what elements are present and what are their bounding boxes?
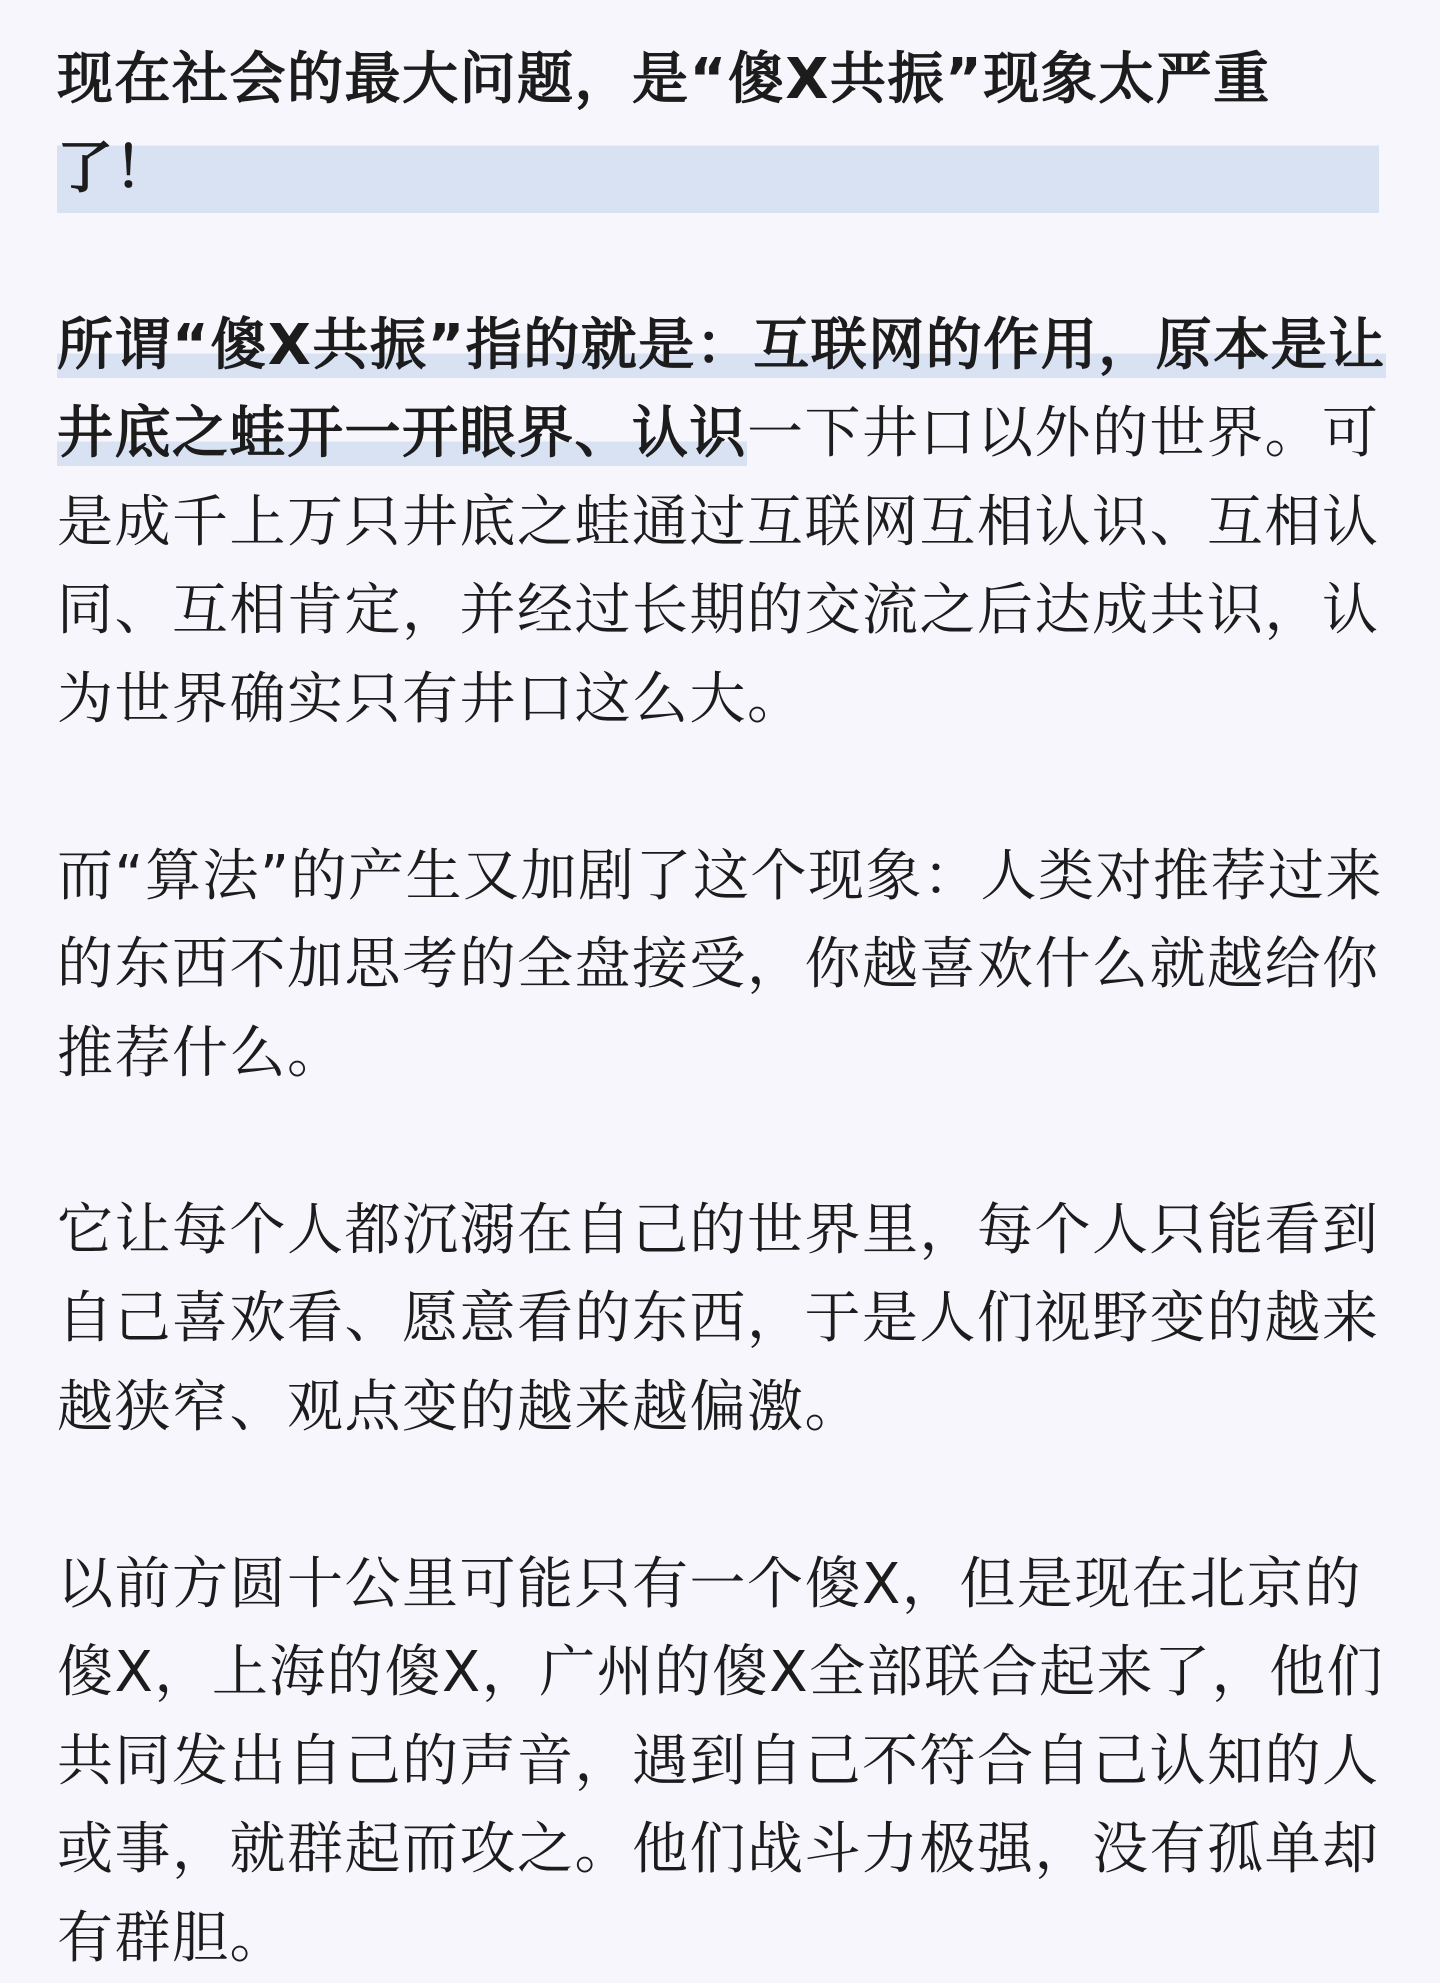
definition-rest: 一下井口以外的世界。可是成千上万只井底之蛙通过互联网互相认识、互相认同、互相肯定，并经过长期的交流之后达成共识，认为世界确实只有井口这么大。 <box>57 401 1380 732</box>
paragraph-immersion: 它让每个人都沉溺在自己的世界里，每个人只能看到自己喜欢看、愿意看的东西，于是人们视野变的越来越狭窄、观点变的越来越偏激。 <box>57 1187 1387 1453</box>
paragraph-algorithm: 而“算法”的产生又加剧了这个现象：人类对推荐过来的东西不加思考的全盘接受，你越喜欢什么就越给你推荐什么。 <box>57 833 1387 1099</box>
paragraph-resonance: 以前方圆十公里可能只有一个傻X，但是现在北京的傻X，上海的傻X，广州的傻X全部联合起来了，他们共同发出自己的声音，遇到自己不符合自己认知的人或事，就群起而攻之。他们战斗力极强，没有孤单却有群胆。 <box>57 1541 1387 1983</box>
headline-paragraph <box>57 36 1387 213</box>
definition-highlight: 所谓“傻X共振”指的就是：互联网的作用，原本是让井底之蛙开一开眼界、认识 <box>57 313 1386 467</box>
headline: 现在社会的最大问题，是“傻X共振”现象太严重了！ <box>57 36 1379 213</box>
paragraph-definition <box>57 302 1387 745</box>
article-body <box>57 36 1387 1983</box>
